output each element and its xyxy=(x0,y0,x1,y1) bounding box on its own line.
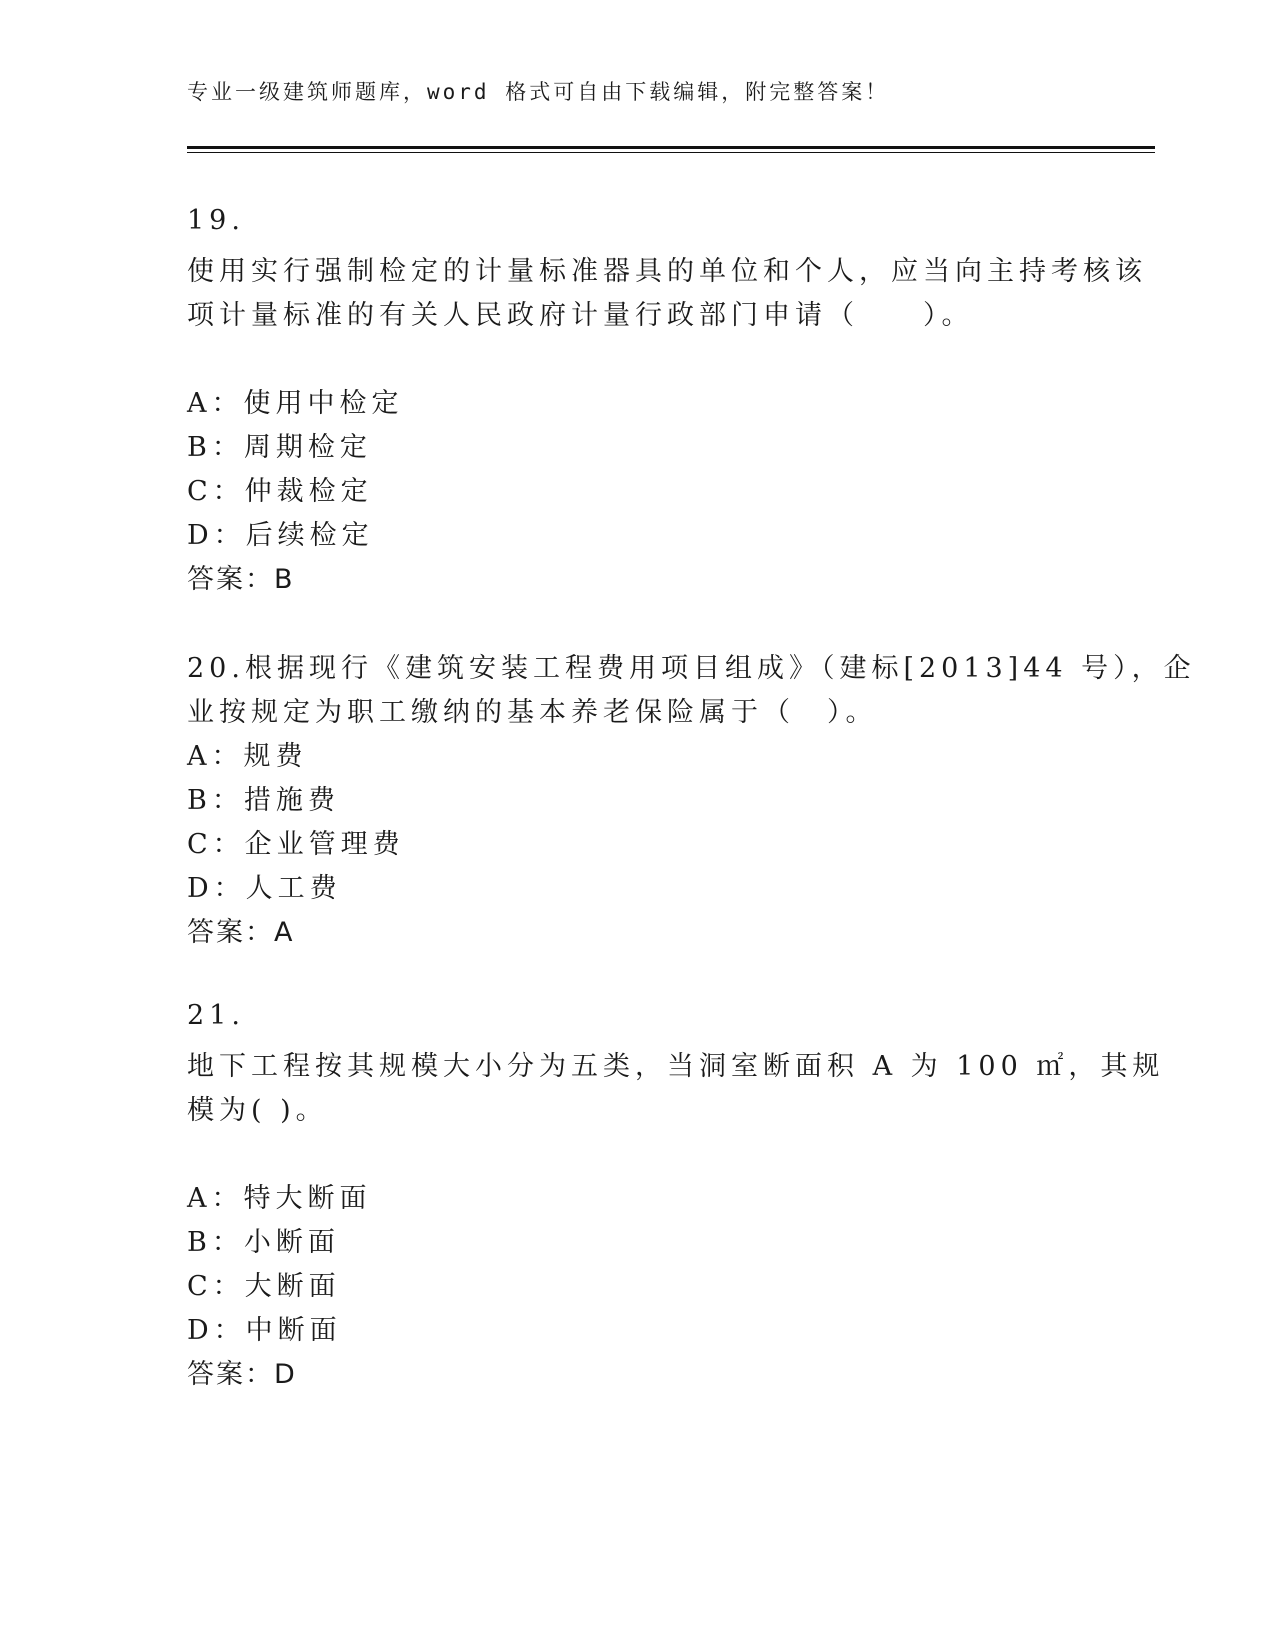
option-a: A：规费 xyxy=(187,741,308,772)
answer-label: 答案：B xyxy=(187,564,295,595)
question-stem-line: 使用实行强制检定的计量标准器具的单位和个人，应当向主持考核该 xyxy=(187,256,1147,287)
option-d: D：后续检定 xyxy=(187,520,374,551)
question-stem-line: 项计量标准的有关人民政府计量行政部门申请（ ）。 xyxy=(187,300,974,331)
option-c: C：大断面 xyxy=(187,1271,341,1302)
page-header: 专业一级建筑师题库，word 格式可自由下载编辑，附完整答案！ xyxy=(187,80,890,104)
question-stem-line: 地下工程按其规模大小分为五类，当洞室断面积 A 为 100 ㎡，其规 xyxy=(187,1051,1165,1082)
header-rule-thick xyxy=(187,146,1155,149)
option-c: C：仲裁检定 xyxy=(187,476,373,507)
option-a: A：使用中检定 xyxy=(187,388,404,419)
question-stem-line: 业按规定为职工缴纳的基本养老保险属于（ ）。 xyxy=(187,697,878,728)
question-stem-line: 20.根据现行《建筑安装工程费用项目组成》（建标[2013]44 号），企 xyxy=(187,653,1196,684)
option-b: B：措施费 xyxy=(187,785,340,816)
question-number: 19. xyxy=(187,205,245,236)
option-c: C：企业管理费 xyxy=(187,829,405,860)
header-rule-thin xyxy=(187,152,1155,153)
option-d: D：中断面 xyxy=(187,1315,342,1346)
option-d: D：人工费 xyxy=(187,873,342,904)
answer-label: 答案：A xyxy=(187,917,295,948)
question-number: 21. xyxy=(187,1000,245,1031)
option-b: B：小断面 xyxy=(187,1227,340,1258)
option-b: B：周期检定 xyxy=(187,432,372,463)
option-a: A：特大断面 xyxy=(187,1183,372,1214)
answer-label: 答案：D xyxy=(187,1359,297,1390)
question-stem-line: 模为( )。 xyxy=(187,1095,328,1126)
